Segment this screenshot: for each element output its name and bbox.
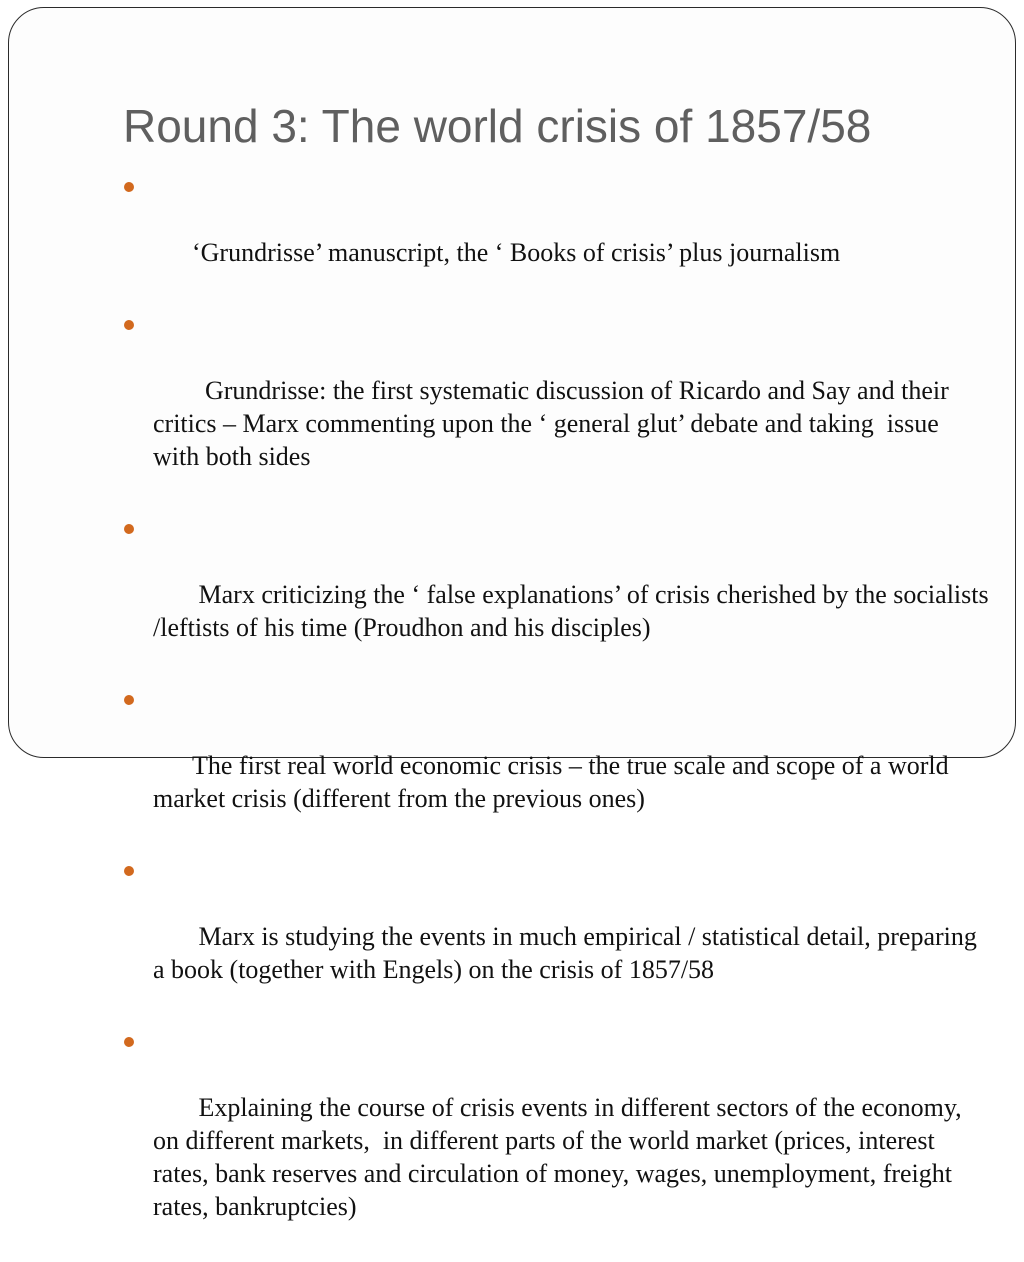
bullet-text: Marx criticizing the ‘ false explanations’ of crisis cherished by the socialists /leftists of his time (Proudhon and his disciples) <box>153 580 996 642</box>
bullet-dot-icon <box>124 695 134 705</box>
bullet-text: Marx is studying the events in much empirical / statistical detail, preparing a book (together with Engels) on the crisis of 1857/58 <box>153 922 984 984</box>
bullet-item <box>153 683 989 848</box>
bullet-item <box>153 1025 989 1256</box>
bullet-item <box>153 170 989 302</box>
bullet-item <box>153 512 996 677</box>
bullet-dot-icon <box>124 524 134 534</box>
bullet-dot-icon <box>124 320 134 330</box>
bullet-list <box>153 170 996 1262</box>
bullet-text: Explaining the course of crisis events in different sectors of the economy, on different markets, in different parts of the world market (prices, interest rates, bank reserves and circulation of money, wages, unemployment, freight rates, bankruptcies) <box>153 1093 969 1221</box>
bullet-item <box>153 854 989 1019</box>
bullet-text: The first real world economic crisis – the true scale and scope of a world market crisis (different from the previous ones) <box>153 751 956 813</box>
bullet-text: ‘Grundrisse’ manuscript, the ‘ Books of crisis’ plus journalism <box>192 238 841 267</box>
bullet-text: Grundrisse: the first systematic discussion of Ricardo and Say and their critics – Marx commenting upon the ‘ general glut’ debate and taking issue with both sides <box>153 376 956 471</box>
bullet-dot-icon <box>124 1037 134 1047</box>
slide-frame <box>8 7 1016 1221</box>
bullet-item <box>153 308 989 506</box>
bullet-dot-icon <box>124 182 134 192</box>
bullet-dot-icon <box>124 866 134 876</box>
slide-title: Round 3: The world crisis of 1857/58 <box>123 100 872 152</box>
